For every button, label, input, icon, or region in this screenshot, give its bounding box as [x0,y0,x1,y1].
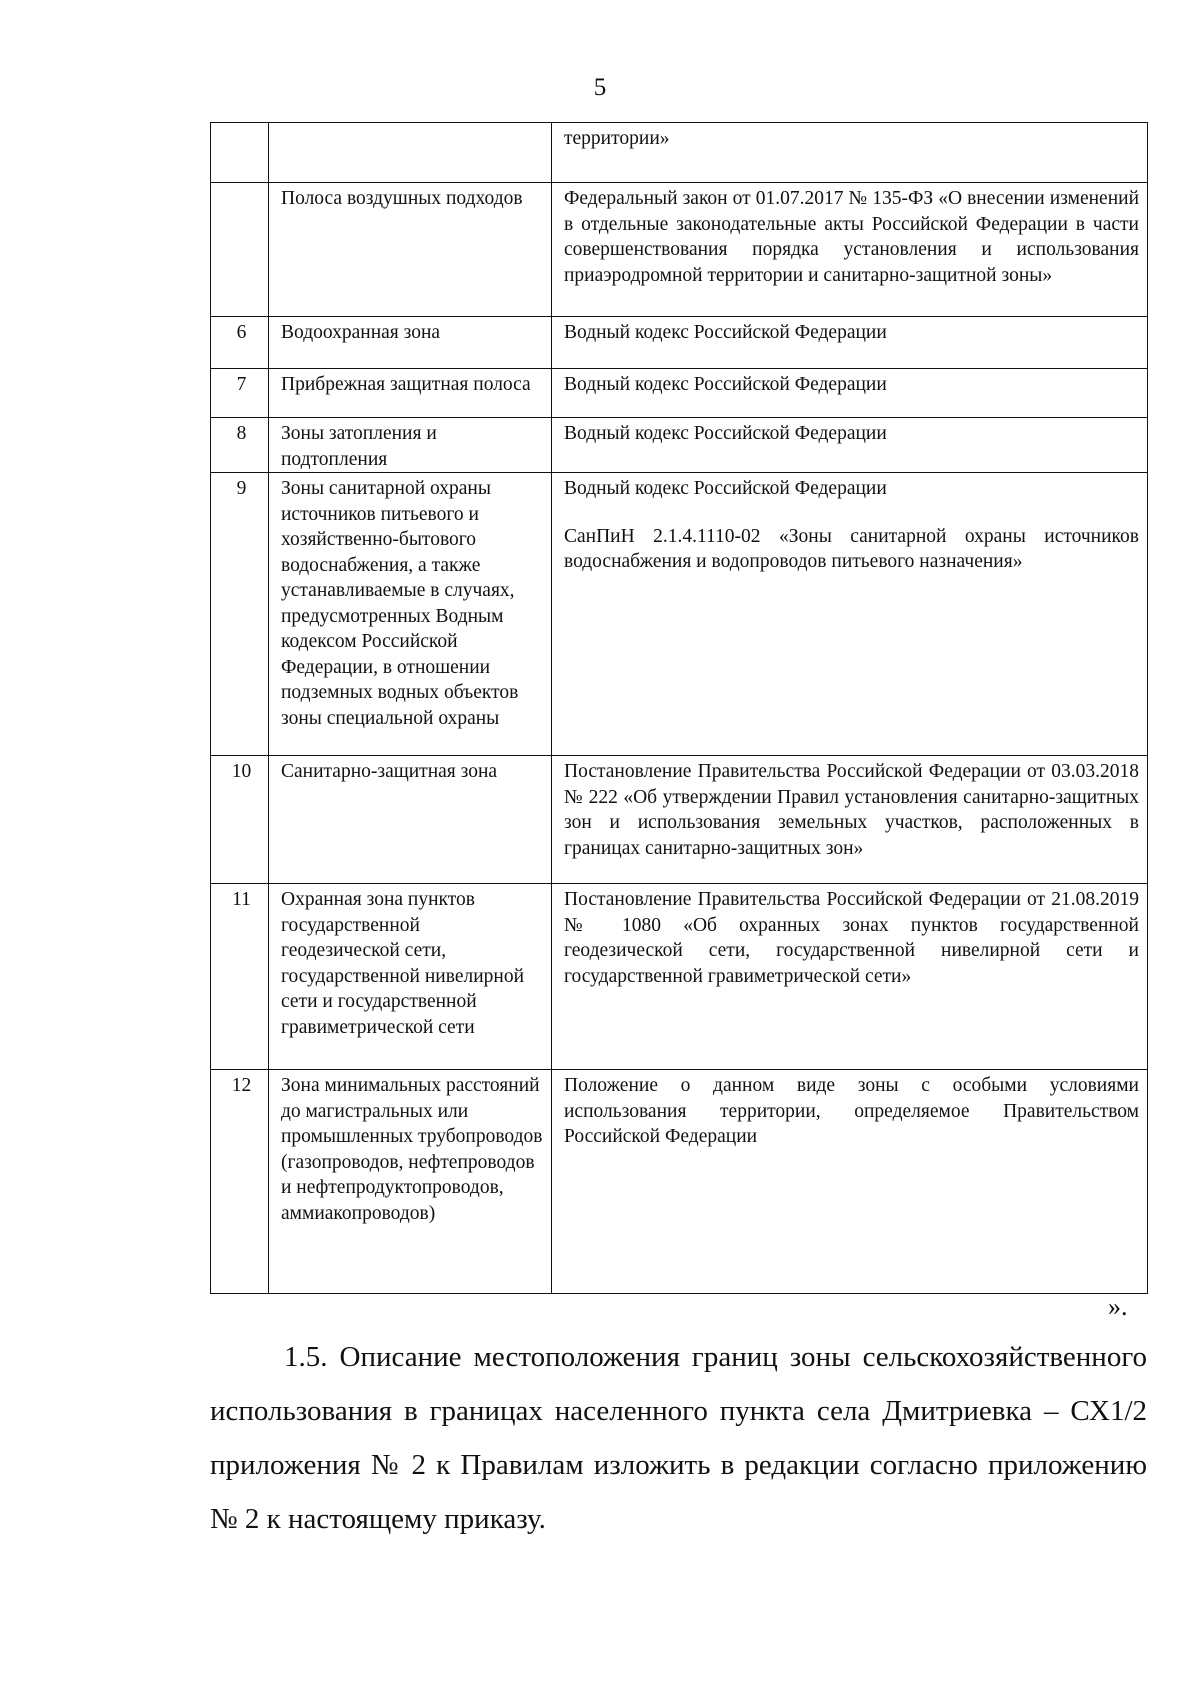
legal-basis-cell [552,473,1148,756]
row-number-cell: 8 [211,418,269,473]
zone-name-cell [269,123,552,183]
legal-basis-text: Водный кодекс Российской Федерации [564,423,887,444]
row-number-cell [211,183,269,317]
page-number: 5 [593,74,607,101]
table-row [211,369,1148,418]
legal-basis-text: Водный кодекс Российской Федерации [564,478,887,499]
zones-table [210,122,1148,1294]
legal-basis-text: Водный кодекс Российской Федерации [564,374,887,395]
legal-basis-cell [552,183,1148,317]
table-row [211,473,1148,756]
row-number-cell: 10 [211,756,269,884]
row-number-cell [211,123,269,183]
legal-basis-cell [552,884,1148,1070]
legal-basis-text: Положение о данном виде зоны с особыми условиями использования территории, определяемое Правительством Российской Федерации [564,1075,1139,1147]
closing-quote: ». [1108,1292,1128,1321]
zone-name-cell: Охранная зона пунктов государственной геодезической сети, государственной нивелирной сети и государственной гравиметрической сети [269,884,552,1070]
legal-basis-text: Постановление Правительства Российской Федерации от 03.03.2018 № 222 «Об утверждении Правил установления санитарно-защитных зон и использования земельных участков, расположенных в границах санитарно-защитных зон» [564,761,1139,859]
table-row [211,418,1148,473]
zone-name-cell: Водоохранная зона [269,317,552,369]
table-row [211,884,1148,1070]
row-number-cell: 9 [211,473,269,756]
legal-basis-cell [552,418,1148,473]
legal-basis-cell [552,1070,1148,1294]
zone-name-cell: Зоны затопления и подтопления [269,418,552,473]
legal-basis-text: СанПиН 2.1.4.1110-02 «Зоны санитарной охраны источников водоснабжения и водопроводов питьевого назначения» [564,525,1139,572]
table-row [211,123,1148,183]
table-row [211,183,1148,317]
legal-basis-cell [552,756,1148,884]
zone-name-cell: Санитарно-защитная зона [269,756,552,884]
row-number-cell: 11 [211,884,269,1070]
zone-name-cell: Полоса воздушных подходов [269,183,552,317]
table-row [211,317,1148,369]
table-row [211,1070,1148,1294]
zone-name-cell: Зона минимальных расстояний до магистральных или промышленных трубопроводов (газопроводов, нефтепроводов и нефтепродуктопроводов, аммиакопроводов) [269,1070,552,1294]
zones-table-body [211,123,1148,1294]
legal-basis-text: Постановление Правительства Российской Федерации от 21.08.2019 № 1080 «Об охранных зонах пунктов государственной геодезической сети, государственной нивелирной сети и государственной гравиметрической сети» [564,889,1139,987]
paragraph-1-5: 1.5. Описание местоположения границ зоны сельскохозяйственного использования в границах населенного пункта села Дмитриевка – СХ1/2 приложения № 2 к Правилам изложить в редакции согласно приложению № 2 к настоящему приказу. [210,1341,1147,1535]
table-row [211,756,1148,884]
zone-name-cell: Прибрежная защитная полоса [269,369,552,418]
legal-basis-cell [552,123,1148,183]
legal-basis-text: Федеральный закон от 01.07.2017 № 135-ФЗ «О внесении изменений в отдельные законодательные акты Российской Федерации в части совершенствования порядка установления и использования приаэродромной территории и санитарно-защитной зоны» [564,188,1139,286]
row-number-cell: 6 [211,317,269,369]
legal-basis-text: территории» [564,128,670,149]
row-number-cell: 7 [211,369,269,418]
legal-basis-cell [552,369,1148,418]
row-number-cell: 12 [211,1070,269,1294]
zone-name-cell: Зоны санитарной охраны источников питьевого и хозяйственно-бытового водоснабжения, а также устанавливаемые в случаях, предусмотренных Водным кодексом Российской Федерации, в отношении подземных водных объектов зоны специальной охраны [269,473,552,756]
legal-basis-text: Водный кодекс Российской Федерации [564,322,887,343]
legal-basis-cell [552,317,1148,369]
